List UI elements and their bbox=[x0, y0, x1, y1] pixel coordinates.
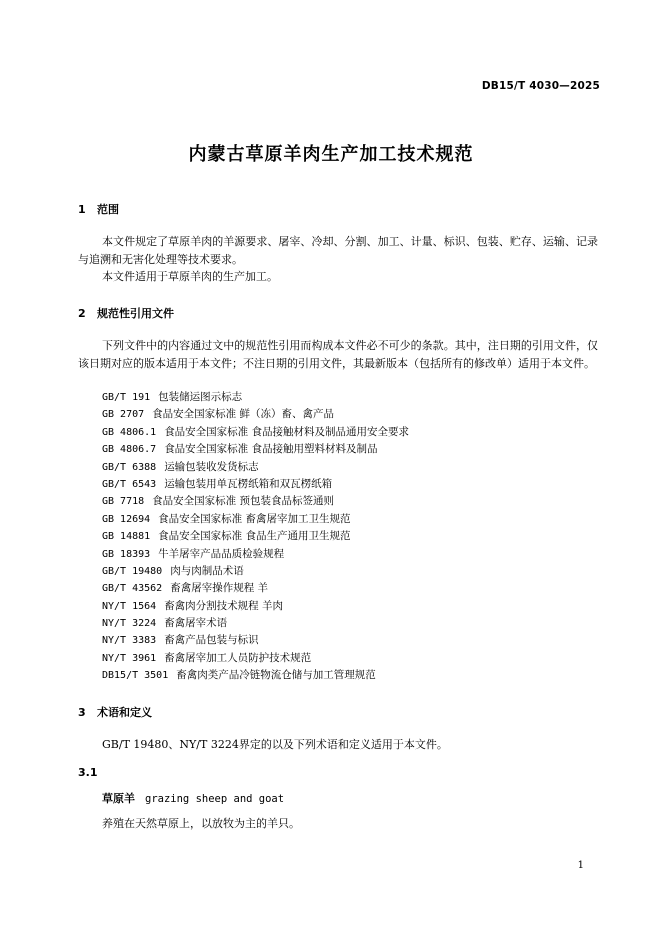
reference-title: 畜禽产品包装与标识 bbox=[164, 634, 259, 647]
section-number: 3 bbox=[78, 706, 86, 719]
reference-title: 畜禽屠宰操作规程 羊 bbox=[170, 582, 269, 595]
section-title: 范围 bbox=[97, 203, 119, 216]
reference-code: GB/T 191 bbox=[102, 392, 151, 403]
reference-item bbox=[102, 667, 409, 684]
reference-title: 食品安全国家标准 畜禽屠宰加工卫生规范 bbox=[158, 512, 351, 525]
reference-item bbox=[102, 406, 409, 423]
reference-title: 畜禽肉分割技术规程 羊肉 bbox=[164, 599, 284, 612]
reference-item bbox=[102, 615, 409, 632]
reference-item bbox=[102, 459, 409, 476]
term-name-zh: 草原羊 bbox=[102, 792, 135, 805]
reference-item bbox=[102, 563, 409, 580]
terms-intro bbox=[78, 736, 598, 754]
reference-item bbox=[102, 528, 409, 545]
reference-code: GB 4806.1 bbox=[102, 426, 157, 438]
reference-code: GB/T 6388 bbox=[102, 461, 157, 473]
reference-item bbox=[102, 493, 409, 510]
reference-code: GB/T 43562 bbox=[102, 583, 163, 595]
reference-title: 运输包装用单瓦楞纸箱和双瓦楞纸箱 bbox=[164, 477, 333, 490]
document-title: 内蒙古草原羊肉生产加工技术规范 bbox=[188, 144, 474, 165]
reference-title: 食品安全国家标准 食品接触材料及制品通用安全要求 bbox=[164, 425, 410, 438]
reference-item bbox=[102, 511, 409, 528]
reference-code: NY/T 3383 bbox=[102, 635, 157, 647]
section-heading-normative-refs bbox=[78, 305, 174, 321]
reference-title: 肉与肉制品术语 bbox=[170, 564, 244, 577]
section-title: 规范性引用文件 bbox=[97, 307, 174, 320]
reference-item bbox=[102, 441, 409, 458]
reference-code: GB/T 6543 bbox=[102, 478, 157, 490]
reference-code: GB 14881 bbox=[102, 531, 151, 543]
reference-code: NY/T 3961 bbox=[102, 652, 157, 664]
reference-title: 食品安全国家标准 食品生产通用卫生规范 bbox=[158, 530, 351, 543]
reference-item bbox=[102, 424, 409, 441]
reference-item bbox=[102, 580, 409, 597]
reference-code: NY/T 1564 bbox=[102, 600, 157, 612]
term-name bbox=[102, 790, 284, 806]
reference-item bbox=[102, 598, 409, 615]
reference-code: GB 18393 bbox=[102, 548, 151, 560]
reference-code: GB 12694 bbox=[102, 513, 151, 525]
standard-code: DB15/T 4030—2025 bbox=[481, 80, 600, 92]
reference-title: 包装储运图示标志 bbox=[158, 391, 243, 403]
reference-code: DB15/T 3501 bbox=[102, 670, 169, 682]
reference-item bbox=[102, 632, 409, 649]
reference-title: 运输包装收发货标志 bbox=[164, 460, 259, 473]
reference-list bbox=[102, 389, 409, 685]
scope-paragraph-1 bbox=[78, 233, 598, 268]
reference-title: 畜禽屠宰加工人员防护技术规范 bbox=[164, 651, 312, 664]
reference-item bbox=[102, 389, 409, 406]
section-number: 1 bbox=[78, 203, 86, 216]
paragraph-text: 本文件适用于草原羊肉的生产加工。 bbox=[102, 270, 278, 283]
term-definition: 养殖在天然草原上，以放牧为主的羊只。 bbox=[102, 817, 300, 830]
reference-code: GB 7718 bbox=[102, 496, 145, 508]
reference-code: GB/T 19480 bbox=[102, 565, 163, 577]
reference-item bbox=[102, 546, 409, 563]
page-number: 1 bbox=[577, 860, 584, 871]
paragraph-text: 本文件规定了草原羊肉的羊源要求、屠宰、冷却、分割、加工、计量、标识、包装、贮存、运输、记录与追溯和无害化处理等技术要求。 bbox=[78, 235, 598, 266]
scope-paragraph-2 bbox=[78, 268, 598, 286]
reference-item bbox=[102, 650, 409, 667]
reference-code: GB 2707 bbox=[102, 409, 145, 421]
reference-title: 食品安全国家标准 鲜（冻）畜、禽产品 bbox=[152, 408, 334, 421]
paragraph-text: 下列文件中的内容通过文中的规范性引用而构成本文件必不可少的条款。其中，注日期的引用文件，仅该日期对应的版本适用于本文件；不注日期的引用文件，其最新版本（包括所有的修改单）适用于本文件。 bbox=[78, 339, 598, 370]
reference-item bbox=[102, 476, 409, 493]
paragraph-text: GB/T 19480、NY/T 3224界定的以及下列术语和定义适用于本文件。 bbox=[102, 738, 448, 751]
reference-title: 食品安全国家标准 预包装食品标签通则 bbox=[152, 495, 334, 508]
reference-title: 畜禽屠宰术语 bbox=[164, 617, 228, 630]
normative-refs-intro bbox=[78, 337, 598, 372]
reference-title: 畜禽肉类产品冷链物流仓储与加工管理规范 bbox=[176, 669, 376, 682]
section-number: 2 bbox=[78, 307, 86, 320]
section-heading-terms bbox=[78, 704, 152, 720]
reference-title: 食品安全国家标准 食品接触用塑料材料及制品 bbox=[164, 443, 378, 456]
term-number: 3.1 bbox=[78, 766, 98, 779]
reference-title: 牛羊屠宰产品品质检验规程 bbox=[158, 547, 285, 560]
reference-code: NY/T 3224 bbox=[102, 618, 157, 630]
term-name-en: grazing sheep and goat bbox=[145, 793, 285, 805]
section-title: 术语和定义 bbox=[97, 706, 152, 719]
section-heading-scope bbox=[78, 201, 119, 217]
reference-code: GB 4806.7 bbox=[102, 444, 157, 456]
